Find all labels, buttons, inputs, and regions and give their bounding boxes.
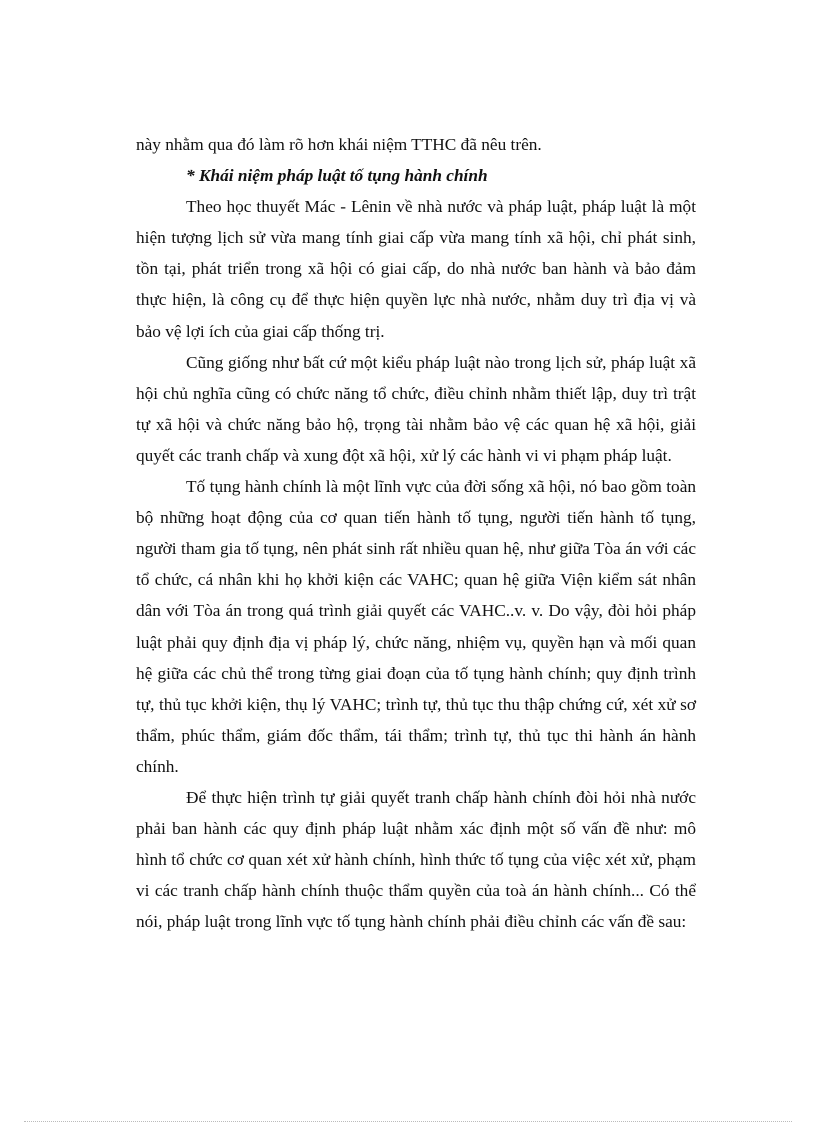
paragraph-administrative-procedure: Tố tụng hành chính là một lĩnh vực của đời sống xã hội, nó bao gồm toàn bộ những hoạt động của cơ quan tiến hành tố tụng, người tiến hành tố tụng, người tham gia tố tụng, nên phát sinh rất nhiều quan hệ, như giữa Tòa án với các tổ chức, cá nhân khi họ khởi kiện các VAHC; quan hệ giữa Viện kiểm sát nhân dân với Tòa án trong quá trình giải quyết các VAHC..v. v. Do vậy, đòi hỏi pháp luật phải quy định địa vị pháp lý, chức năng, nhiệm vụ, quyền hạn và mối quan hệ giữa các chủ thể trong từng giai đoạn của tố tụng hành chính; quy định trình tự, thủ tục khởi kiện, thụ lý VAHC; trình tự, thủ tục thu thập chứng cứ, xét xử sơ thẩm, phúc thẩm, giám đốc thẩm, tái thẩm; trình tự, thủ tục thi hành án hành chính. [136, 477, 696, 776]
paragraph-dispute-resolution: Để thực hiện trình tự giải quyết tranh chấp hành chính đòi hỏi nhà nước phải ban hành các quy định pháp luật nhằm xác định một số vấn đề như: mô hình tổ chức cơ quan xét xử hành chính, hình thức tố tụng của việc xét xử, phạm vi các tranh chấp hành chính thuộc thẩm quyền của toà án hành chính... Có thể nói, pháp luật trong lĩnh vực tố tụng hành chính phải điều chỉnh các vấn đề sau: [136, 787, 696, 932]
footer-divider [24, 1121, 792, 1122]
document-body [136, 129, 696, 937]
section-heading: * Khái niệm pháp luật tố tụng hành chính [186, 166, 488, 186]
paragraph-socialist-law-functions: Cũng giống như bất cứ một kiểu pháp luật nào trong lịch sử, pháp luật xã hội chủ nghĩa cũng có chức năng tổ chức, điều chỉnh nhằm thiết lập, duy trì trật tự xã hội và chức năng bảo hộ, trọng tài nhằm bảo vệ các quan hệ xã hội, giải quyết các tranh chấp và xung đột xã hội, xử lý các hành vi vi phạm pháp luật. [136, 352, 696, 465]
paragraph-marxist-theory: Theo học thuyết Mác - Lênin về nhà nước và pháp luật, pháp luật là một hiện tượng lịch sử vừa mang tính giai cấp vừa mang tính xã hội, chỉ phát sinh, tồn tại, phát triển trong xã hội có giai cấp, do nhà nước ban hành và bảo đảm thực hiện, là công cụ để thực hiện quyền lực nhà nước, nhằm duy trì địa vị và bảo vệ lợi ích của giai cấp thống trị. [136, 197, 696, 341]
paragraph-continuation: này nhằm qua đó làm rõ hơn khái niệm TTHC đã nêu trên. [136, 135, 542, 154]
